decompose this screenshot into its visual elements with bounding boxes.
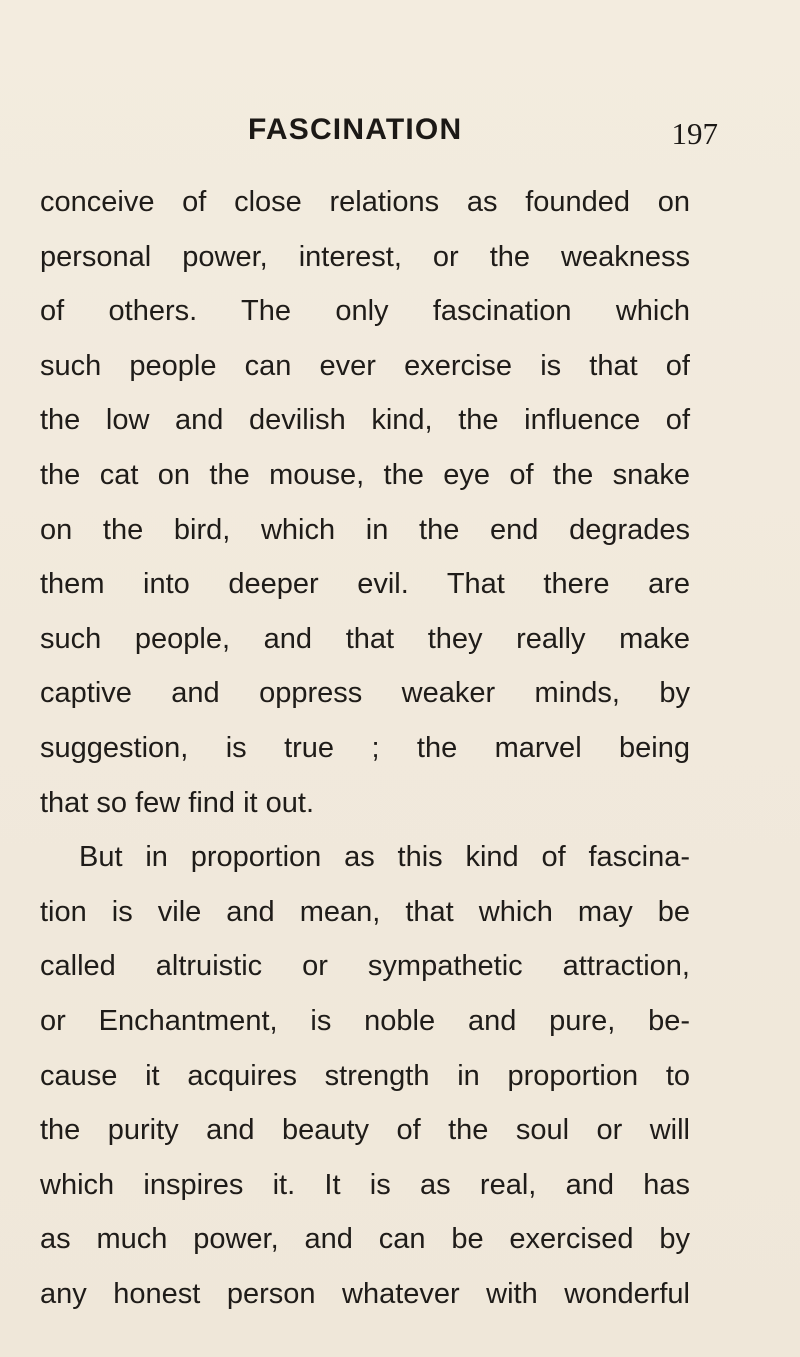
text-line: But in proportion as this kind of fascina- <box>79 841 690 874</box>
text-line: as much power, and can be exercised by <box>40 1223 690 1256</box>
text-line: the purity and beauty of the soul or will <box>40 1114 690 1147</box>
page-header <box>248 112 718 152</box>
text-line: suggestion, is true ; the marvel being <box>40 731 690 764</box>
text-line: which inspires it. It is as real, and has <box>40 1168 690 1201</box>
text-line: tion is vile and mean, that which may be <box>40 895 690 928</box>
body-text <box>40 180 690 1326</box>
text-line: personal power, interest, or the weakness <box>40 240 690 273</box>
text-line: any honest person whatever with wonderful <box>40 1277 690 1310</box>
text-line: called altruistic or sympathetic attraction, <box>40 950 690 983</box>
text-line: or Enchantment, is noble and pure, be- <box>40 1004 690 1037</box>
text-line: that so few find it out. <box>40 786 315 819</box>
text-line: cause it acquires strength in proportion to <box>40 1059 690 1092</box>
text-line: captive and oppress weaker minds, by <box>40 677 690 710</box>
text-line: such people can ever exercise is that of <box>40 349 690 382</box>
page-number: 197 <box>671 116 718 151</box>
text-line: them into deeper evil. That there are <box>40 568 690 601</box>
text-line: such people, and that they really make <box>40 622 690 655</box>
text-line: conceive of close relations as founded on <box>40 186 690 218</box>
text-line: the cat on the mouse, the eye of the snake <box>40 458 690 491</box>
text-line: the low and devilish kind, the influence of <box>40 404 690 437</box>
text-line: on the bird, which in the end degrades <box>40 513 690 546</box>
text-line: of others. The only fascination which <box>40 295 690 328</box>
running-head: FASCINATION <box>248 113 463 146</box>
